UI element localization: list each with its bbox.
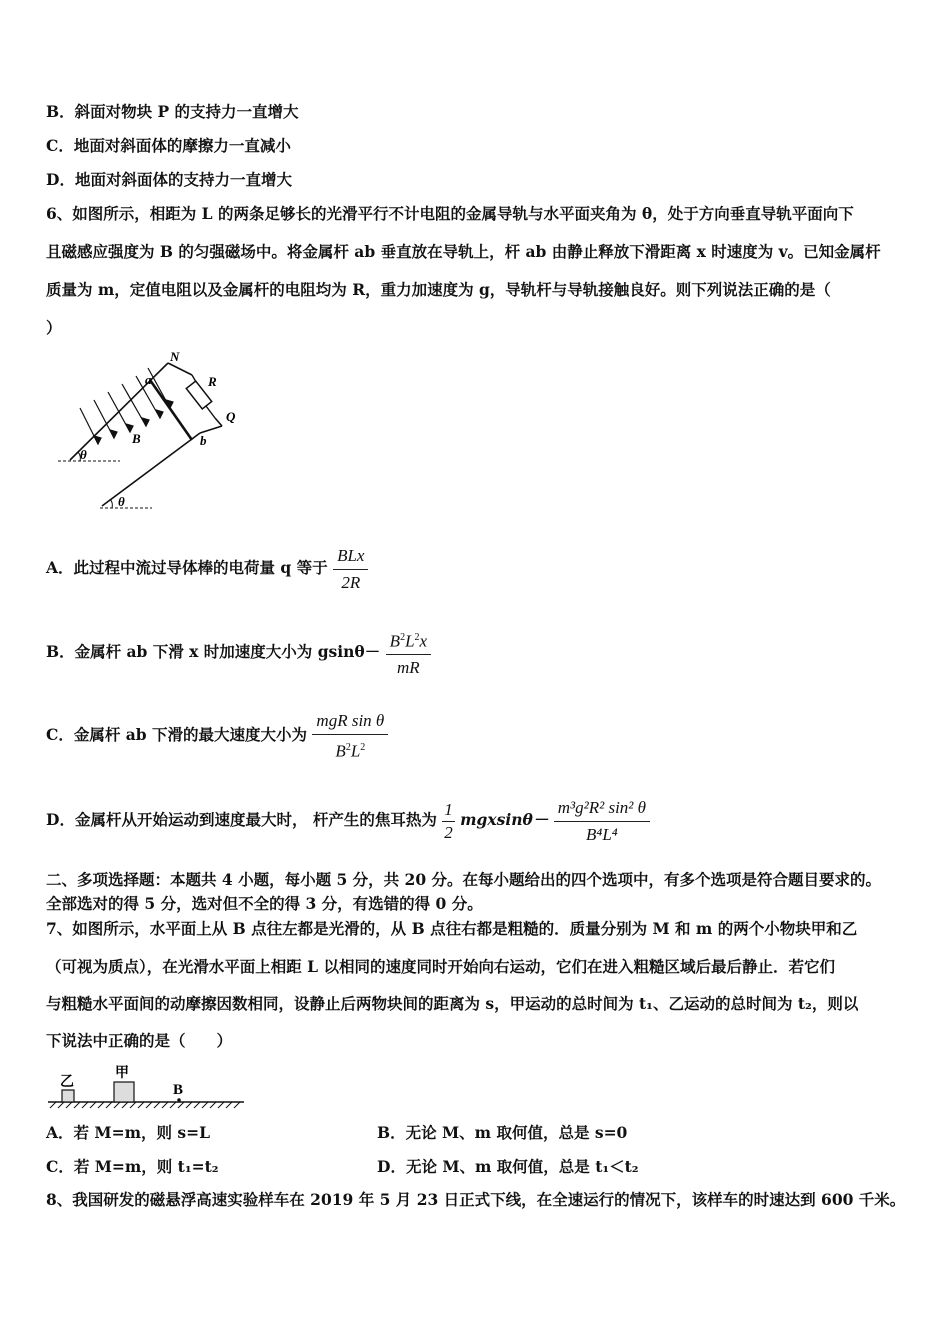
q6-option-c [46, 700, 388, 770]
q6-option-d-numerator: m³g²R² sin² θ [554, 798, 650, 822]
q6-option-a-fraction [333, 546, 368, 593]
fig-label-theta-upper: θ [80, 447, 87, 462]
q6-option-c-fraction [312, 711, 388, 762]
fig-label-theta-lower: θ [118, 494, 125, 509]
q6-option-a-numerator: BLx [333, 546, 368, 570]
q6-stem-line3: 质量为 m，定值电阻以及金属杆的电阻均为 R，重力加速度为 g，导轨杆与导轨接触良好。则下列说法正确的是（ [46, 280, 831, 299]
q7-option-b: B．无论 M、m 取何值，总是 s=0 [377, 1123, 628, 1142]
section2-header-line1: 二、多项选择题：本题共 4 小题，每小题 5 分，共 20 分。在每小题给出的四个选项中，有多个选项是符合题目要求的。 [46, 870, 882, 889]
q6-stem-line2: 且磁感应强度为 B 的匀强磁场中。将金属杆 ab 垂直放在导轨上，杆 ab 由静止释放下滑距离 x 时速度为 v。已知金属杆 [46, 242, 881, 261]
fig-label-b-point: B [173, 1082, 184, 1098]
q6-option-d-half-num: 1 [442, 801, 455, 822]
block-yi [62, 1090, 74, 1102]
q6-option-b-numerator: $B^2L^2x$ [386, 628, 431, 656]
q6-option-d-half [442, 801, 455, 842]
q7-option-c: C．若 M=m，则 t₁=t₂ [46, 1157, 219, 1176]
q6-stem-line4: ） [46, 318, 62, 337]
section2-header-line2: 全部选对的得 5 分，选对但不全的得 3 分，有选错的得 0 分。 [46, 894, 483, 913]
fig-label-a: a [145, 372, 152, 387]
q7-stem-line3: 与粗糙水平面间的动摩擦因数相同，设静止后两物块间的距离为 s，甲运动的总时间为 t₁、乙运动的总时间为 t₂，则以 [46, 994, 859, 1013]
fig-label-b-field: B [132, 431, 141, 446]
q6-stem-line1: 6、如图所示，相距为 L 的两条足够长的光滑平行不计电阻的金属导轨与水平面夹角为 θ，处于方向垂直导轨平面向下 [46, 204, 854, 223]
q6-option-c-text: C．金属杆 ab 下滑的最大速度大小为 [46, 725, 308, 744]
q6-option-d-denominator: B⁴L⁴ [586, 824, 618, 844]
q8-stem-line1: 8、我国研发的磁悬浮高速实验样车在 2019 年 5 月 23 日正式下线，在全速运行的情况下，该样车的时速达到 600 千米。 [46, 1190, 906, 1209]
q6-option-d-mid: mgxsinθ－ [460, 810, 549, 829]
q6-option-c-numerator: mgR sin θ [312, 711, 388, 735]
q6-option-b-text: B．金属杆 ab 下滑 x 时加速度大小为 gsinθ－ [46, 642, 381, 661]
q6-option-c-denominator: $B^2L^2$ [335, 741, 366, 761]
fig-label-yi: 乙 [60, 1075, 74, 1090]
q6-option-a [46, 533, 368, 603]
fig-label-b-rod: b [200, 433, 207, 448]
fig-label-n: N [170, 349, 180, 364]
q7-stem-line1: 7、如图所示，水平面上从 B 点往左都是光滑的，从 B 点往右都是粗糙的．质量分别为 M 和 m 的两个小物块甲和乙 [46, 919, 858, 938]
fig-label-r: R [208, 374, 217, 389]
q5-option-d: D．地面对斜面体的支持力一直增大 [46, 170, 292, 189]
q6-option-a-denominator: 2R [341, 572, 361, 592]
q7-stem-line2: （可视为质点），在光滑水平面上相距 L 以相同的速度同时开始向右运动，它们在进入粗糙区域后最后静止．若它们 [46, 957, 835, 976]
q6-option-d-half-den: 2 [444, 822, 453, 842]
q6-option-d-text: D．金属杆从开始运动到速度最大时， 杆产生的焦耳热为 [46, 810, 437, 829]
q7-blocks-figure [46, 1064, 251, 1114]
q6-option-b [46, 617, 431, 687]
q5-option-c: C．地面对斜面体的摩擦力一直减小 [46, 136, 291, 155]
fig-label-jia: 甲 [115, 1066, 129, 1081]
block-jia [114, 1082, 134, 1102]
q6-rail-figure [50, 348, 250, 513]
q6-option-a-text: A．此过程中流过导体棒的电荷量 q 等于 [46, 558, 328, 577]
q7-option-a: A．若 M=m，则 s=L [46, 1123, 210, 1142]
q6-option-d [46, 785, 650, 855]
q6-option-b-fraction [386, 628, 431, 679]
q6-option-b-denominator: mR [397, 658, 420, 678]
q6-option-d-fraction [554, 798, 650, 845]
q7-stem-line4: 下说法中正确的是（ ） [46, 1031, 233, 1050]
q5-option-b: B．斜面对物块 P 的支持力一直增大 [46, 102, 299, 121]
fig-label-q: Q [226, 409, 236, 424]
q7-option-d: D．无论 M、m 取何值，总是 t₁＜t₂ [377, 1157, 639, 1176]
